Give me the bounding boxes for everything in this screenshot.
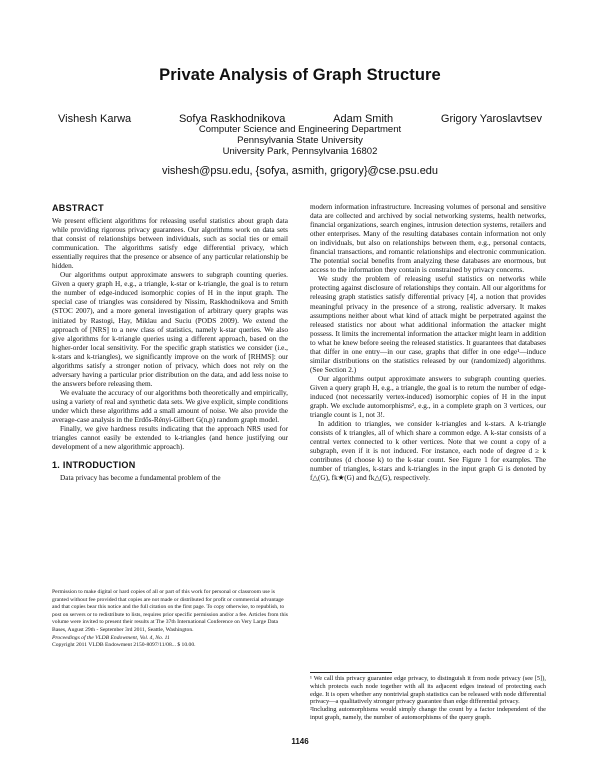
footnote: ¹ We call this privacy guarantee edge privacy, to distinguish it from node privacy (see [5]), which protects each node together with all its adjacent edges instead of protecting each edge. It is open whether any nontrivial graph statistics can be released with node differential privacy—a qualitatively stronger privacy guarantee than edge differential privacy. [310,675,546,706]
abstract-paragraph: We present efficient algorithms for releasing useful statistics about graph data while providing rigorous privacy guarantees. Our algorithms work on data sets that consist of relationships between individuals, such as social ties or email communication. The algorithms satisfy edge differential privacy, which essentially requires that the presence or absence of any particular relationship be hidden. [52,217,288,271]
footnote-rule [310,672,392,673]
affiliation-line: Pennsylvania State University [237,135,363,146]
right-column [310,203,546,483]
body-paragraph: modern information infrastructure. Increasing volumes of personal and sensitive data are collected and archived by social networking systems, health networks, financial organizations, search engines, intrusion detection systems, retailers and other enterprises. Many of the resulting databases contain information not only on individuals, but also on relationships between them, e.g., personal contacts, financial transactions, and romantic relationships and electronic communication. The potential social benefits from analyzing these databases are enormous, but access to the information they contain is constrained by privacy concerns. [310,203,546,275]
abstract-heading: ABSTRACT [52,203,104,213]
page-number: 1146 [291,737,309,746]
abstract-paragraph: Our algorithms output approximate answers to subgraph counting queries. Given a query graph H, e.g., a triangle, k-star or k-triangle, the goal is to return the number of edge-induced isomorphic copies of H in the input graph. The special case of triangles was considered by Nissim, Raskhodnikova and Smith (STOC 2007), and a more general investigation of arbitrary query graphs was initiated by Rastogi, Hay, Miklau and Suciu (PODS 2009). We extend the approach of [NRS] to a new class of statistics, namely k-star queries. We also give algorithms for k-triangle queries using a different approach, based on the higher-order local sensitivity. For the specific graph statistics we consider (i.e., k-stars and k-triangles), we significantly improve on the work of [RHMS]: our algorithms satisfy a stronger notion of privacy, which does not rely on the adversary having a particular prior distribution on the data, and add less noise to the answers before releasing them. [52,271,288,388]
body-paragraph: We study the problem of releasing useful statistics on networks while protecting against disclosure of relationships they contain. All our algorithms for releasing graph statistics satisfy differential privacy [4], a notion that provides meaningful privacy in the presence of a strong, realistic adversary. It makes assumptions neither about what kind of attack might be perpetrated against the released statistics nor about what additional information the attacker might possess. It limits the incremental information the attacker might learn in addition to what he knew before seeing the released statistics. It guarantees that databases that differ in one entry—in our case, graphs that differ in one edge¹—induce similar distributions on the statistics released by our (randomized) algorithms. (See Section 2.) [310,275,546,374]
abstract-paragraph: Finally, we give hardness results indicating that the approach NRS used for triangles cannot easily be extended to k-triangles (and hence justifying our development of a new algorithmic approach). [52,425,288,452]
permission-notice [52,589,288,650]
author-name: Sofya Raskhodnikova [178,113,286,125]
affiliation-line: Computer Science and Engineering Department [198,124,402,135]
author-name: Grigory Yaroslavtsev [440,113,542,125]
affiliation-line: University Park, Pennsylvania 16802 [222,146,378,157]
author-emails: vishesh@psu.edu, {sofya, asmith, grigory}@cse.psu.edu [161,165,439,177]
abstract-paragraph: We evaluate the accuracy of our algorithms both theoretically and empirically, using a variety of real and synthetic data sets. We give explicit, simple conditions under which these algorithms add a small amount of noise. We also provide the average-case analysis in the Erdős-Rényi-Gilbert G(n,p) random graph model. [52,388,288,425]
footnotes [310,675,546,722]
intro-heading: 1. INTRODUCTION [52,460,136,471]
author-name: Vishesh Karwa [58,113,132,125]
body-paragraph: Our algorithms output approximate answers to subgraph counting queries. Given a query graph H, e.g., a triangle, the goal is to return the number of edge-induced (not necessarily vertex-induced) isomorphic copies of H in the input graph. We exclude automorphisms², e.g., in a complete graph on 3 vertices, our triangle count is 1, not 3!. [310,374,546,420]
copyright-line: Copyright 2011 VLDB Endowment 2150-8097/11/08... $ 10.00. [52,642,196,649]
paper-title: Private Analysis of Graph Structure [159,66,441,84]
permission-text: Permission to make digital or hard copies of all or part of this work for personal or classroom use is granted without fee provided that copies are not made or distributed for profit or commercial advantage and that copies bear this notice and the full citation on the first page. To copy otherwise, to republish, to post on servers or to redistribute to lists, requires prior specific permission and/or a fee. Articles from this volume were invited to present their results at The 37th International Conference on Very Large Data Bases, August 29th - September 3rd 2011, Seattle, Washington. [52,589,288,633]
left-column [52,203,288,483]
body-paragraph: In addition to triangles, we consider k-triangles and k-stars. A k-triangle consists of k triangles, all of which share a common edge. A k-star consists of a central vertex connected to k other vertices. Note that we count a copy of a subgraph, even if it is not induced. For instance, each node of degree d ≥ k contributes (d choose k) to the k-star count. See Figure 1 for examples. The number of triangles, k-stars and k-triangles in the input graph G is denoted by f△(G), fk★(G) and fk△(G), respectively. [310,420,546,483]
affiliation [0,124,600,157]
intro-paragraph: Data privacy has become a fundamental problem of the [60,474,221,483]
author-name: Adam Smith [333,113,394,125]
footnote: ²Including automorphisms would simply change the count by a factor independent of the input graph, namely, the number of automorphisms of the query graph. [310,706,546,721]
proceedings-line: Proceedings of the VLDB Endowment, Vol. 4, No. 11 [52,634,170,641]
